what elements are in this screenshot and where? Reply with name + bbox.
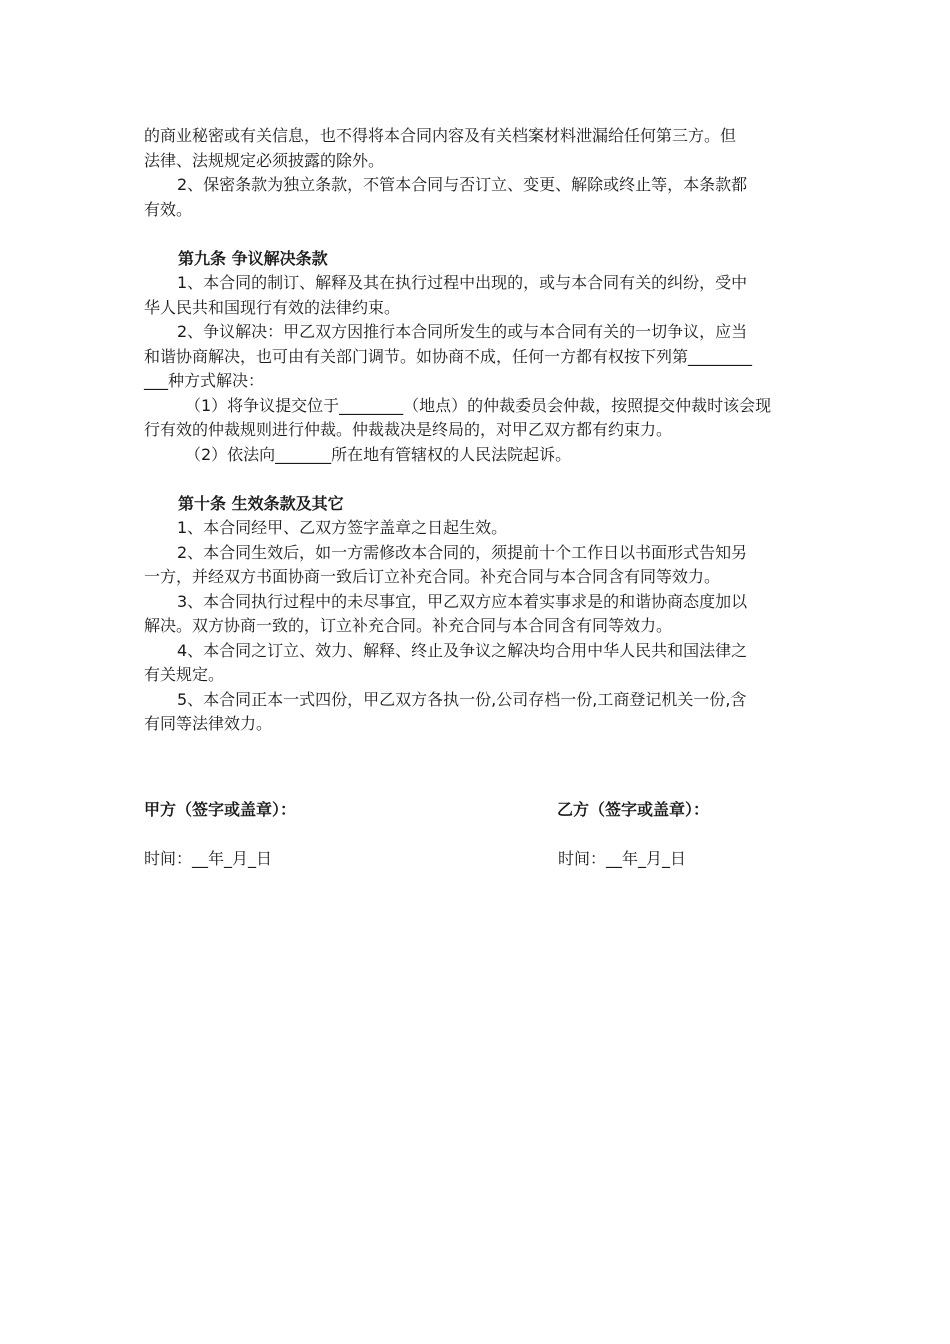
paragraph-line: 解决。双方协商一致的，订立补充合同。补充合同与本合同含有同等效力。 — [144, 616, 673, 635]
paragraph-line: 2、争议解决：甲乙双方因推行本合同所发生的或与本合同有关的一切争议，应当 — [177, 322, 748, 341]
section-10-title: 第十条 生效条款及其它 — [178, 493, 344, 513]
party-b-date: 时间：__年_月_日 — [558, 849, 687, 868]
paragraph-line: 一方，并经双方书面协商一致后订立补充合同。补充合同与本合同含有同等效力。 — [144, 567, 721, 586]
paragraph-line: 2、保密条款为独立条款，不管本合同与否订立、变更、解除或终止等，本条款都 — [177, 175, 748, 194]
paragraph-line: 法律、法规规定必须披露的除外。 — [144, 150, 385, 170]
spacer — [144, 467, 808, 492]
paragraph-line: 3、本合同执行过程中的未尽事宜，甲乙双方应本着实事求是的和谐协商态度加以 — [177, 591, 748, 611]
party-a-signature-label: 甲方（签字或盖章）： — [144, 800, 297, 819]
paragraph-line: 4、本合同之订立、效力、解释、终止及争议之解决均合用中华人民共和国法律之 — [177, 640, 748, 660]
paragraph-line: （2）依法向_______所在地有管辖权的人民法院起诉。 — [185, 444, 572, 464]
paragraph-line: ___种方式解决： — [144, 371, 265, 390]
paragraph-line: 有关规定。 — [144, 665, 225, 684]
paragraph-line: 行有效的仲裁规则进行仲裁。仲裁裁决是终局的，对甲乙双方都有约束力。 — [144, 420, 673, 439]
paragraph-line: 2、本合同生效后，如一方需修改本合同的，须提前十个工作日以书面形式告知另 — [177, 542, 748, 562]
paragraph-line: 1、本合同经甲、乙双方签字盖章之日起生效。 — [177, 518, 508, 537]
paragraph-line: 有效。 — [144, 199, 193, 219]
party-a-date: 时间：__年_月_日 — [144, 849, 273, 868]
spacer — [144, 222, 808, 247]
paragraph-line: 的商业秘密或有关信息，也不得将本合同内容及有关档案材料泄漏给任何第三方。但 — [144, 126, 737, 145]
section-9-title: 第九条 争议解决条款 — [178, 248, 328, 268]
paragraph-line: 1、本合同的制订、解释及其在执行过程中出现的，或与本合同有关的纠纷，受中 — [177, 273, 748, 292]
contract-page — [144, 124, 808, 737]
paragraph-line: 有同等法律效力。 — [144, 714, 273, 733]
paragraph-line: 和谐协商解决，也可由有关部门调节。如协商不成，任何一方都有权按下列第________ — [144, 346, 753, 366]
party-b-signature-label: 乙方（签字或盖章）： — [557, 800, 710, 819]
paragraph-line: 5、本合同正本一式四份，甲乙双方各执一份,公司存档一份,工商登记机关一份,含 — [177, 689, 747, 709]
paragraph-line: （1）将争议提交位于________（地点）的仲裁委员会仲裁，按照提交仲裁时该会现 — [185, 395, 772, 415]
paragraph-line: 华人民共和国现行有效的法律约束。 — [144, 297, 401, 317]
